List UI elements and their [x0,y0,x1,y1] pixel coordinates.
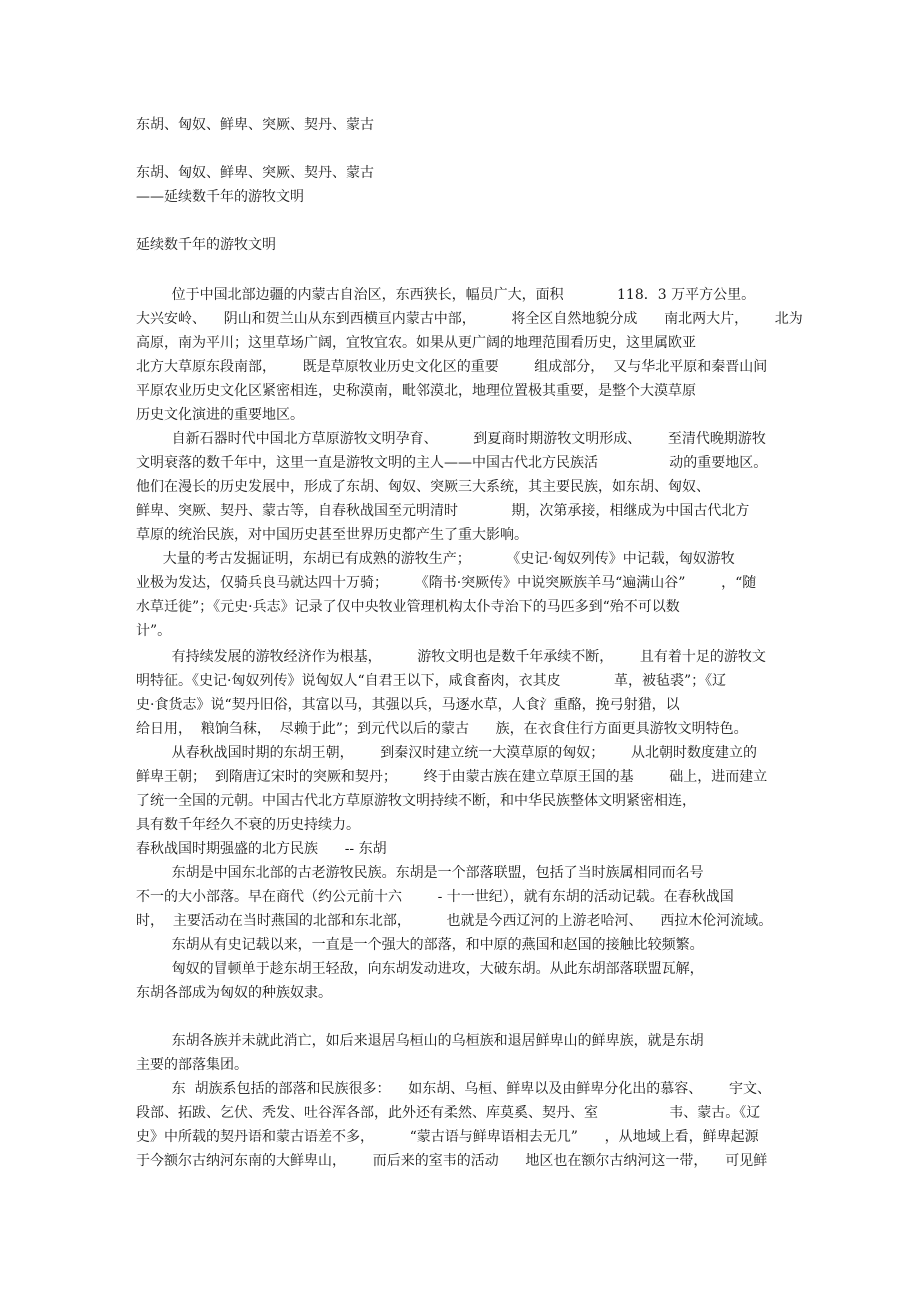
body-line: 了统一全国的元朝。中国古代北方草原游牧文明持续不断，和中华民族整体文明紧密相连， [136,793,696,809]
document-title: 东胡、匈奴、鲜卑、突厥、契丹、蒙古 [136,117,374,133]
body-line: 给日用， 粮饷刍秣， 尽赖于此”；到元代以后的蒙古 族，在衣食住行方面更具游牧文明特色。 [136,721,748,737]
subheading: 延续数千年的游牧文明 [136,237,276,253]
body-line: 文明衰落的数千年中，这里一直是游牧文明的主人——中国古代北方民族活 动的重要地区。 [136,455,768,471]
body-line: 自新石器时代中国北方草原游牧文明孕育、 到夏商时期游牧文明形成、 至清代晚期游牧 [136,431,766,447]
body-line: 历史文化演进的重要地区。 [136,407,304,423]
body-line: 北方大草原东段南部， 既是草原牧业历史文化区的重要 组成部分， 又与华北平原和秦晋山间 [136,359,768,375]
body-line: 于今额尔古纳河东南的大鲜卑山， 而后来的室韦的活动 地区也在额尔古纳河这一带， 可见鲜 [136,1153,768,1169]
body-line: 高原，南为平川；这里草场广阔，宜牧宜农。如果从更广阔的地理范围看历史，这里属欧亚 [136,335,696,351]
body-line: 主要的部落集团。 [136,1057,248,1073]
body-line: 鲜卑王朝； 到隋唐辽宋时的突厥和契丹； 终于由蒙古族在建立草原王国的基 础上，进而建立 [136,769,768,785]
body-line: 东胡各部成为匈奴的种族奴隶。 [136,985,332,1001]
body-line: 有持续发展的游牧经济作为根基， 游牧文明也是数千年承续不断， 且有着十足的游牧文 [136,649,766,665]
heading-line-1: 东胡、匈奴、鲜卑、突厥、契丹、蒙古 [136,165,374,181]
body-line: 匈奴的冒顿单于趁东胡王轻敌，向东胡发动进攻，大破东胡。从此东胡部落联盟瓦解， [136,961,704,977]
body-line: 时， 主要活动在当时燕国的北部和东北部， 也就是今西辽河的上游老哈河、 西拉木伦河流域。 [136,913,773,929]
body-line: 计”。 [136,623,172,639]
section-heading-donghu: 春秋战国时期强盛的北方民族 -- 东胡 [136,841,387,857]
body-line: 段部、拓跋、乞伏、秃发、吐谷浑各部，此外还有柔然、库莫奚、契丹、室 韦、蒙古。《辽 [136,1105,761,1121]
body-line: 平原农业历史文化区紧密相连，史称漠南，毗邻漠北，地理位置极其重要，是整个大漠草原 [136,383,696,399]
body-line: 不一的大小部落。早在商代（约公元前十六 - 十一世纪），就有东胡的活动记载。在春秋战国 [136,889,734,905]
body-line: 业极为发达，仅骑兵良马就达四十万骑； 《隋书·突厥传》中说突厥族羊马“遍满山谷” ，“随 [136,575,757,591]
body-line: 东 胡族系包括的部落和民族很多： 如东胡、乌桓、鲜卑以及由鲜卑分化出的慕容、 宇文、 [136,1081,772,1097]
body-line: 东胡从有史记载以来，一直是一个强大的部落，和中原的燕国和赵国的接触比较频繁。 [136,937,704,953]
body-line: 史》中所载的契丹语和蒙古语差不多， “蒙古语与鲜卑语相去无几” ，从地域上看，鲜卑起源 [136,1129,759,1145]
body-line: 明特征。《史记·匈奴列传》说匈奴人“自君王以下，咸食畜肉，衣其皮 革，被毡裘”；《辽 [136,673,727,689]
body-line: 东胡各族并未就此消亡，如后来退居乌桓山的乌桓族和退居鲜卑山的鲜卑族，就是东胡 [136,1033,704,1049]
body-line: 他们在漫长的历史发展中，形成了东胡、匈奴、突厥三大系统，其主要民族，如东胡、匈奴、 [136,479,710,495]
body-line: 大量的考古发掘证明，东胡已有成熟的游牧生产； 《史记·匈奴列传》中记载，匈奴游牧 [136,551,735,567]
body-line: 东胡是中国东北部的古老游牧民族。东胡是一个部落联盟，包括了当时族属相同而名号 [136,865,704,881]
body-line: 大兴安岭、 阴山和贺兰山从东到西横亘内蒙古中部， 将全区自然地貌分成 南北两大片， 北为 [136,311,803,327]
body-line: 鲜卑、突厥、契丹、蒙古等，自春秋战国至元明清时 期，次第承接，相继成为中国古代北方 [136,503,750,519]
body-line: 水草迁徙”；《元史·兵志》记录了仅中央牧业管理机构太仆寺治下的马匹多到“殆不可以数 [136,599,680,615]
heading-line-2: ——延续数千年的游牧文明 [136,189,304,205]
body-line: 位于中国北部边疆的内蒙古自治区，东西狭长，幅员广大，面积 118．3 万平方公里。 [136,287,756,303]
body-line: 史·食货志》说“契丹旧俗，其富以马，其强以兵，马逐水草，人食氵重酪，挽弓射猎，以 [136,697,680,713]
body-line: 具有数千年经久不衰的历史持续力。 [136,817,360,833]
body-line: 草原的统治民族，对中国历史甚至世界历史都产生了重大影响。 [136,527,528,543]
body-line: 从春秋战国时期的东胡王朝， 到秦汉时建立统一大漠草原的匈奴； 从北朝时数度建立的 [136,745,758,761]
